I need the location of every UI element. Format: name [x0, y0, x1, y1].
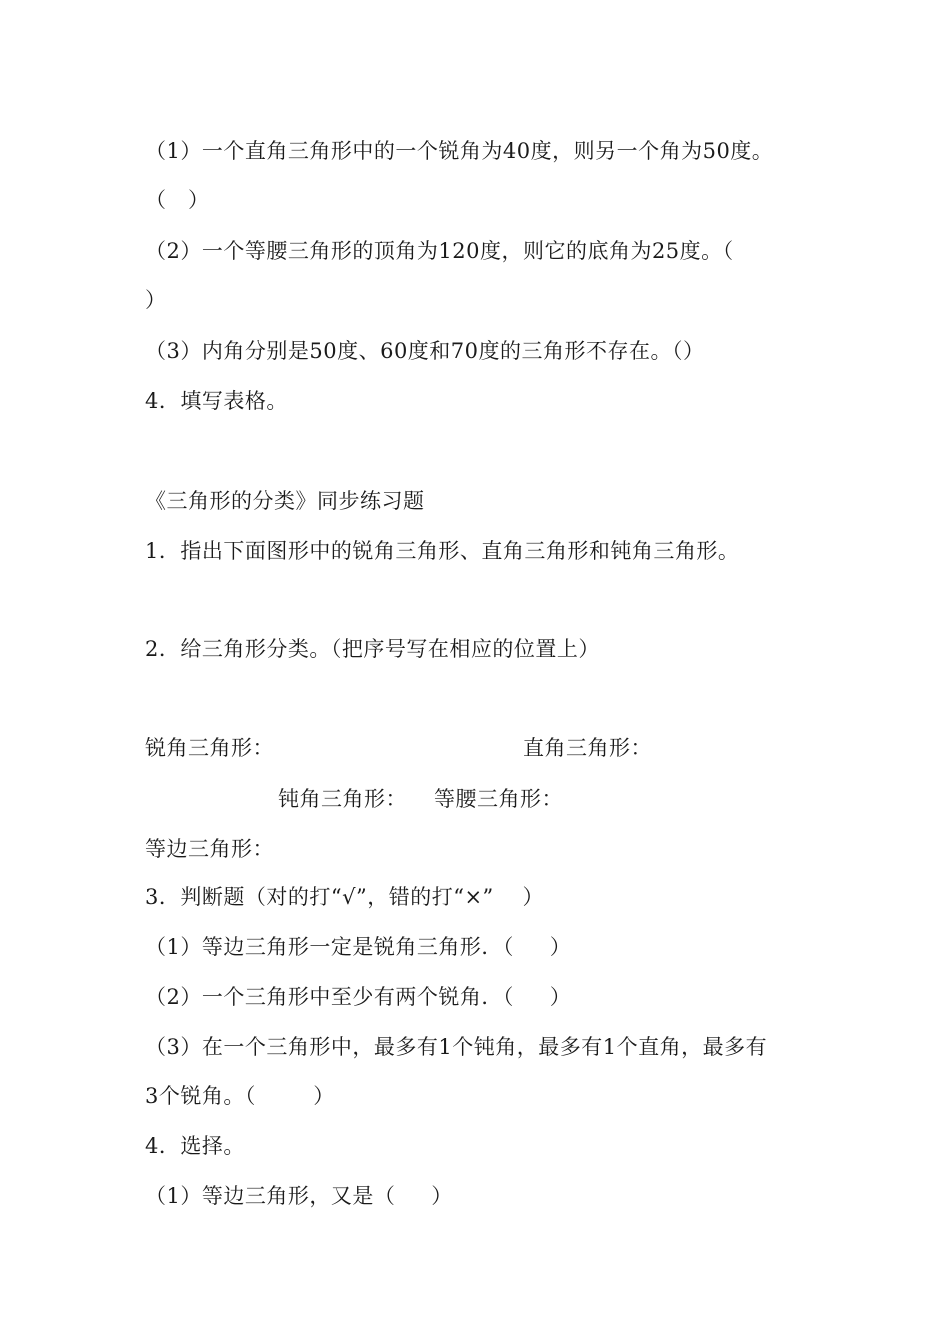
- p2-question-3: 3．判断题（对的打“√”，错的打“×” ）: [145, 885, 544, 909]
- p2-question-4: 4．选择。: [145, 1134, 245, 1158]
- p1-question-1-blank: （ ）: [145, 188, 210, 212]
- p2-question-3-1: （1）等边三角形一定是锐角三角形．（ ）: [145, 935, 572, 959]
- p2-question-3-2: （2）一个三角形中至少有两个锐角．（ ）: [145, 985, 572, 1009]
- p2-question-3-3-line1: （3）在一个三角形中，最多有1个钝角，最多有1个直角，最多有: [145, 1035, 768, 1059]
- p2-question-3-3-line2: 3个锐角。（ ）: [145, 1084, 335, 1108]
- p1-question-1: （1）一个直角三角形中的一个锐角为40度，则另一个角为50度。: [145, 139, 774, 163]
- p2-question-4-1: （1）等边三角形，又是（ ）: [145, 1184, 453, 1208]
- equilateral-triangle-label: 等边三角形：: [145, 837, 274, 861]
- isosceles-triangle-label: 等腰三角形：: [434, 787, 563, 811]
- p1-question-3: （3）内角分别是50度、60度和70度的三角形不存在。（）: [145, 339, 705, 363]
- right-triangle-label: 直角三角形：: [523, 736, 652, 760]
- p1-item-4: 4．填写表格。: [145, 389, 288, 413]
- exercise-title: 《三角形的分类》同步练习题: [145, 489, 425, 513]
- obtuse-triangle-label: 钝角三角形：: [278, 787, 407, 811]
- acute-triangle-label: 锐角三角形：: [145, 736, 274, 760]
- p2-question-1: 1．指出下面图形中的锐角三角形、直角三角形和钝角三角形。: [145, 539, 740, 563]
- p1-question-2: （2）一个等腰三角形的顶角为120度，则它的底角为25度。（: [145, 239, 734, 263]
- p2-question-2: 2．给三角形分类。（把序号写在相应的位置上）: [145, 637, 600, 661]
- p1-question-2-blank: ）: [145, 288, 167, 312]
